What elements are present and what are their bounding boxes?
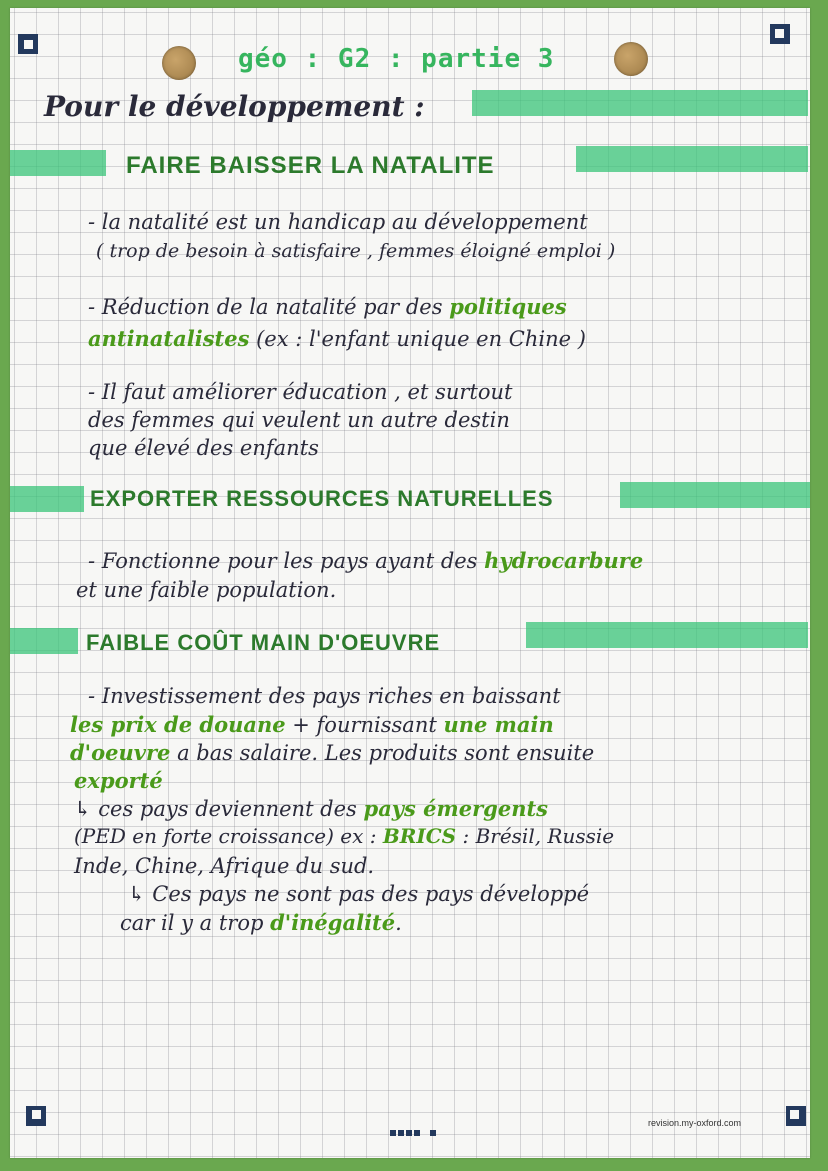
section-2-highlight-left xyxy=(10,486,84,512)
corner-marker-top-left xyxy=(18,34,38,54)
s3-line6-countries: : Brésil, Russie xyxy=(456,824,615,848)
s2-b1-line1 xyxy=(88,548,643,573)
s3-line9-period: . xyxy=(395,911,402,935)
s1-b2-text: - Réduction de la natalité par des xyxy=(88,295,450,319)
s1-b2-line2 xyxy=(88,326,586,351)
corner-marker-bottom-left xyxy=(26,1106,46,1126)
page-marker xyxy=(390,1121,438,1140)
keyword-une-main: une main xyxy=(443,712,554,737)
s3-line7: Inde, Chine, Afrique du sud. xyxy=(74,854,375,878)
s3-line9 xyxy=(120,910,402,935)
keyword-hydrocarbure: hydrocarbure xyxy=(484,548,644,573)
s1-b3-line1: - Il faut améliorer éducation , et surtout xyxy=(88,380,513,404)
keyword-politiques: politiques xyxy=(449,294,567,319)
keyword-inegalite: d'inégalité xyxy=(270,910,396,935)
binder-hole-left xyxy=(162,46,196,80)
corner-marker-bottom-right xyxy=(786,1106,806,1126)
intro-highlight xyxy=(472,90,808,116)
keyword-prix-douane: les prix de douane xyxy=(70,712,286,737)
s1-b2-example: (ex : l'enfant unique en Chine ) xyxy=(249,327,586,351)
s1-b3-line2: des femmes qui veulent un autre destin xyxy=(88,408,510,432)
s3-line8: ↳ Ces pays ne sont pas des pays développé xyxy=(128,882,590,906)
s3-line5-text: ↳ ces pays deviennent des xyxy=(74,797,364,821)
s2-b1-line2: et une faible population. xyxy=(76,578,337,602)
keyword-antinatalistes: antinatalistes xyxy=(88,326,250,351)
section-2-highlight-right xyxy=(620,482,810,508)
section-3-highlight-right xyxy=(526,622,808,648)
section-2-heading: EXPORTER RESSOURCES NATURELLES xyxy=(90,486,554,511)
s3-line2-text: + fournissant xyxy=(285,713,444,737)
keyword-doeuvre: d'oeuvre xyxy=(70,740,171,765)
keyword-exporte: exporté xyxy=(74,768,163,793)
s3-line3 xyxy=(70,740,594,765)
section-1-highlight-left xyxy=(10,150,106,176)
s3-line4 xyxy=(74,768,163,793)
s3-line9-text: car il y a trop xyxy=(120,911,271,935)
corner-marker-top-right xyxy=(770,24,790,44)
section-3-highlight-left xyxy=(10,628,78,654)
intro-heading: Pour le développement : xyxy=(44,90,425,123)
section-1-highlight-right xyxy=(576,146,808,172)
s1-b1-line1: - la natalité est un handicap au développement xyxy=(88,210,588,234)
section-3-heading: FAIBLE COÛT MAIN D'OEUVRE xyxy=(86,630,441,655)
binder-hole-right xyxy=(614,42,648,76)
footer-url: revision.my-oxford.com xyxy=(648,1118,742,1128)
s1-b1-line2: ( trop de besoin à satisfaire , femmes éloigné emploi ) xyxy=(96,240,616,262)
s3-line3-text: a bas salaire. Les produits sont ensuite xyxy=(170,741,595,765)
section-1-heading: FAIRE BAISSER LA NATALITE xyxy=(126,152,495,179)
page-title: géo : G2 : partie 3 xyxy=(238,44,555,74)
notebook-page xyxy=(10,8,810,1158)
s1-b2-line1 xyxy=(88,294,567,319)
s3-line6 xyxy=(74,824,614,848)
s2-b1-text: - Fonctionne pour les pays ayant des xyxy=(88,549,485,573)
keyword-brics: BRICS xyxy=(382,824,457,848)
s3-line2 xyxy=(70,712,554,737)
s3-line1: - Investissement des pays riches en baissant xyxy=(88,684,561,708)
s1-b3-line3: que élevé des enfants xyxy=(88,436,319,460)
keyword-pays-emergents: pays émergents xyxy=(363,796,548,821)
s3-line5 xyxy=(74,796,548,821)
s3-line6-text: (PED en forte croissance) ex : xyxy=(74,824,383,848)
